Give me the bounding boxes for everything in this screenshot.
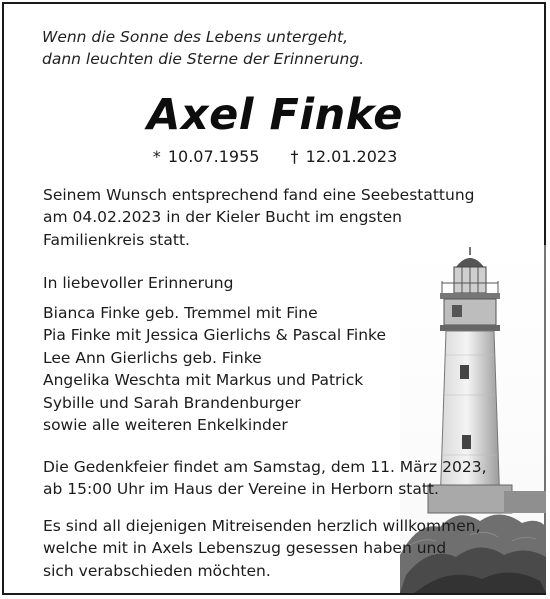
text-line: welche mit in Axels Lebenszug gesessen haben und xyxy=(43,539,447,558)
life-dates xyxy=(0,147,550,166)
mourners-list xyxy=(43,302,386,436)
mourner-name: Pia Finke mit Jessica Gierlichs & Pascal Finke xyxy=(43,326,387,345)
burial-announcement xyxy=(43,184,474,251)
text-line: Familienkreis statt. xyxy=(43,230,190,249)
mourner-name: Angelika Weschta mit Markus und Patrick xyxy=(43,371,364,390)
text-line: ab 15:00 Uhr im Haus der Vereine in Herborn statt. xyxy=(43,480,439,499)
death-date: † 12.01.2023 xyxy=(290,147,398,166)
text-line: Die Gedenkfeier findet am Samstag, dem 11. März 2023, xyxy=(43,458,487,476)
motto-line: dann leuchten die Sterne der Erinnerung. xyxy=(42,50,365,68)
deceased-name: Axel Finke xyxy=(147,90,403,140)
memorial-notice xyxy=(43,456,487,501)
mourner-name: Sybille und Sarah Brandenburger xyxy=(43,393,301,412)
motto-line: Wenn die Sonne des Lebens untergeht, xyxy=(42,28,349,46)
motto xyxy=(42,26,364,70)
mourner-name: Lee Ann Gierlichs geb. Finke xyxy=(43,348,262,367)
text-line: Seinem Wunsch entsprechend fand eine Seebestattung xyxy=(43,186,475,204)
text-line: Es sind all diejenigen Mitreisenden herzlich willkommen, xyxy=(43,517,481,535)
mourner-name: Bianca Finke geb. Tremmel mit Fine xyxy=(43,304,318,322)
birth-date: * 10.07.1955 xyxy=(152,147,260,166)
text-line: am 04.02.2023 in der Kieler Bucht im engsten xyxy=(43,208,402,227)
invitation-notice xyxy=(43,515,481,582)
mourner-name: sowie alle weiteren Enkelkinder xyxy=(43,416,288,435)
text-line: sich verabschieden möchten. xyxy=(43,561,271,580)
mourners-lead: In liebevoller Erinnerung xyxy=(43,274,234,292)
